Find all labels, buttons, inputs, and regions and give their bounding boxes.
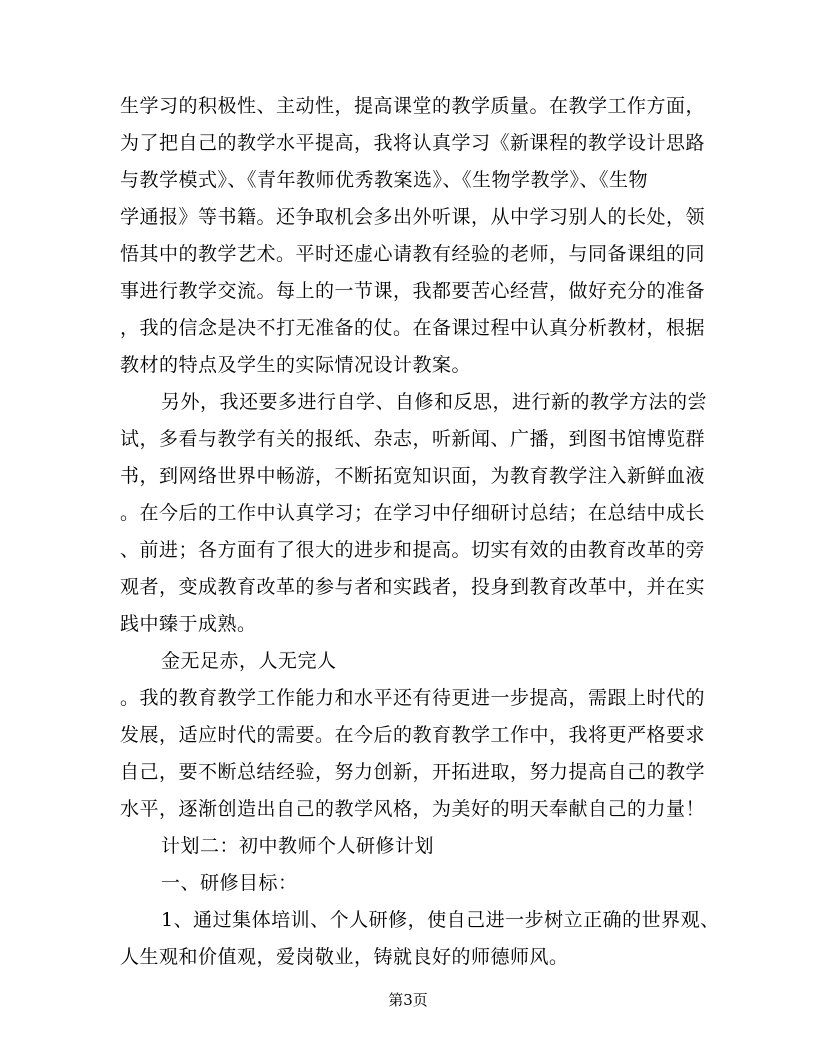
body-text-line: ，我的信念是决不打无准备的仗。在备课过程中认真分析教材，根据 (120, 317, 706, 339)
body-text-line: 观者，变成教育改革的参与者和实践者，投身到教育改革中，并在实 (120, 576, 706, 598)
body-text-line: 与教学模式》、《青年教师优秀教案选》、《生物学教学》、《生物 (120, 169, 649, 191)
body-text-line: 试，多看与教学有关的报纸、杂志，听新闻、广播，到图书馆博览群 (120, 428, 706, 450)
paragraph-start-line: 金无足赤，人无完人 (161, 650, 337, 672)
page-number: 第3页 (388, 991, 428, 1009)
body-text-line: 水平，逐渐创造出自己的教学风格，为美好的明天奉献自己的力量！ (120, 798, 706, 820)
body-text-line: 悟其中的教学艺术。平时还虚心请教有经验的老师，与同备课组的同 (120, 243, 706, 265)
body-text-line: 、前进；各方面有了很大的进步和提高。切实有效的由教育改革的旁 (120, 539, 706, 561)
body-text-line: 践中臻于成熟。 (120, 613, 257, 635)
body-text-line: 自己，要不断总结经验，努力创新，开拓进取，努力提高自己的教学 (120, 761, 706, 783)
body-text-line: 人生观和价值观，爱岗敬业，铸就良好的师德师风。 (120, 946, 569, 968)
body-text-line: 书，到网络世界中畅游，不断拓宽知识面，为教育教学注入新鲜血液 (120, 465, 706, 487)
body-text-line: 发展，适应时代的需要。在今后的教育教学工作中，我将更严格要求 (120, 724, 706, 746)
body-text-line: 学通报》等书籍。还争取机会多出外听课，从中学习别人的长处，领 (120, 206, 706, 228)
body-text-line: 生学习的积极性、主动性，提高课堂的教学质量。在教学工作方面， (120, 95, 706, 117)
body-text-line: 为了把自己的教学水平提高，我将认真学习《新课程的教学设计思路 (120, 132, 706, 154)
paragraph-start-line: 另外，我还要多进行自学、自修和反思，进行新的教学方法的尝 (161, 391, 708, 413)
section-heading: 计划二：初中教师个人研修计划 (161, 835, 435, 857)
paragraph-start-line: 1、通过集体培训、个人研修，使自己进一步树立正确的世界观、 (161, 909, 720, 931)
body-text-line: 。我的教育教学工作能力和水平还有待更进一步提高，需跟上时代的 (120, 687, 706, 709)
body-text-line: 事进行教学交流。每上的一节课，我都要苦心经营，做好充分的准备 (120, 280, 706, 302)
body-text-line: 。在今后的工作中认真学习；在学习中仔细研讨总结；在总结中成长 (120, 502, 706, 524)
subsection-heading: 一、研修目标： (161, 872, 298, 894)
body-text-line: 教材的特点及学生的实际情况设计教案。 (120, 354, 472, 376)
